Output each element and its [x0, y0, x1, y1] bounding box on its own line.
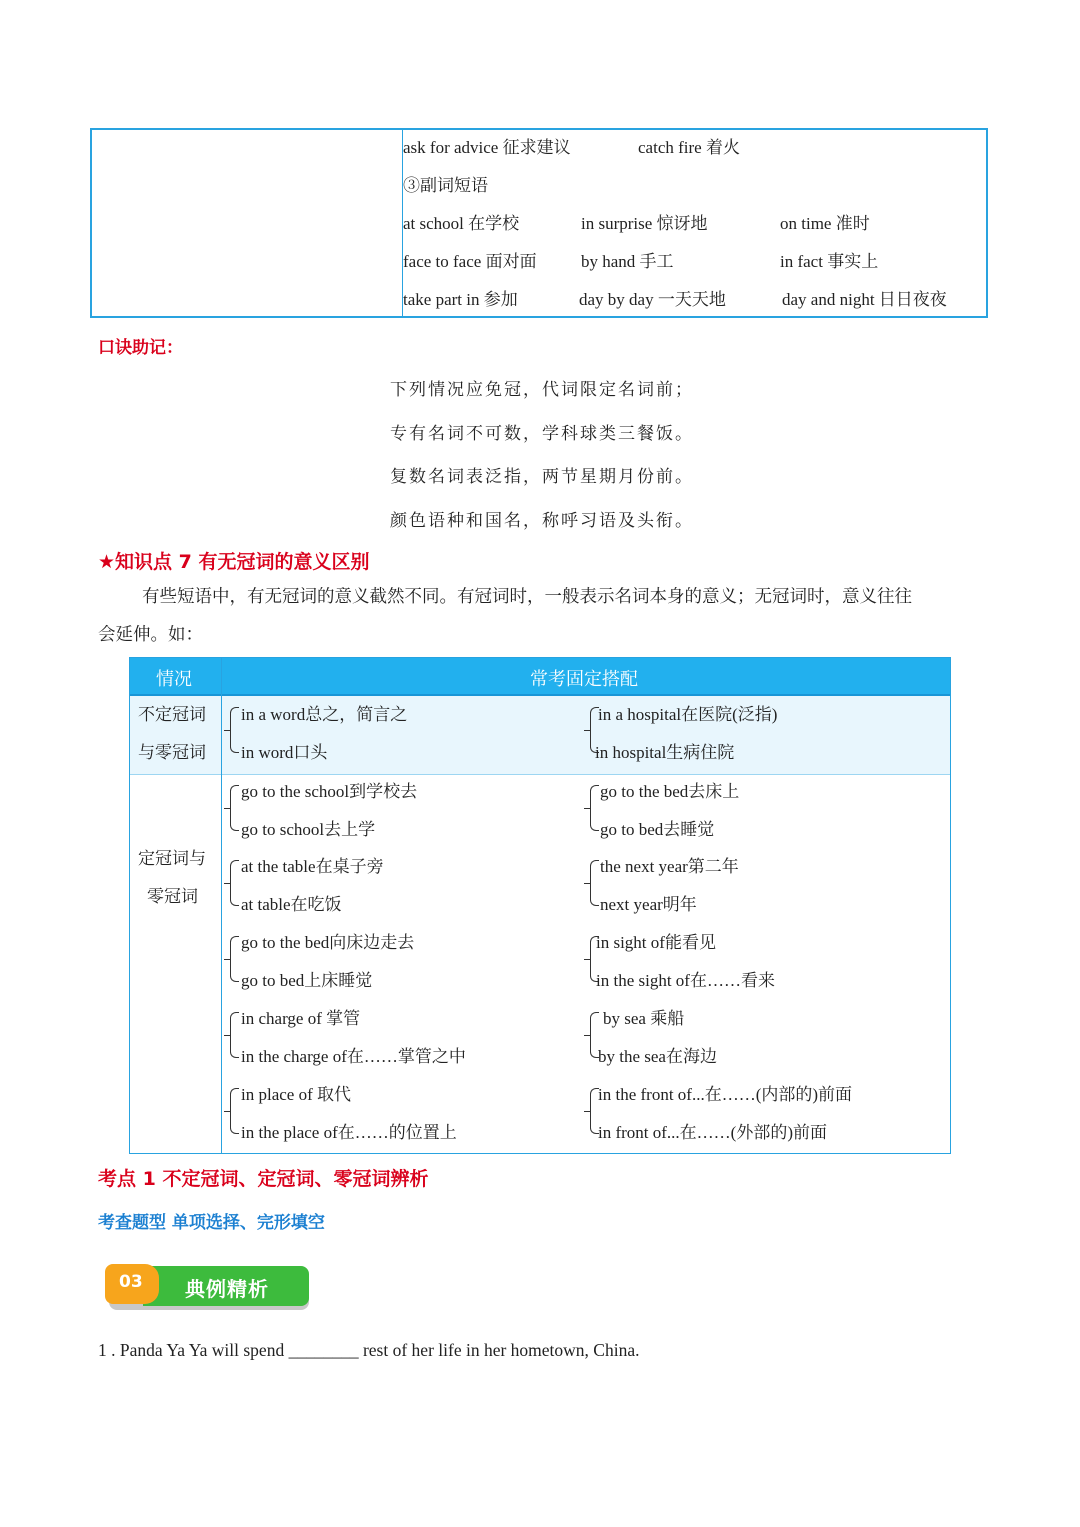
header-situation: 情况: [156, 669, 192, 690]
collocation: in front of...在……(外部的)前面: [598, 1123, 828, 1142]
collocation: go to the bed向床边走去: [241, 933, 415, 952]
badge-number: 03: [119, 1272, 143, 1292]
collocation: by the sea在海边: [598, 1047, 717, 1066]
collocation: in the place of在……的位置上: [241, 1123, 457, 1142]
collocation: go to the school到学校去: [241, 782, 418, 801]
brace-icon: [230, 785, 239, 831]
paragraph-line: 会延伸。如：: [98, 624, 203, 644]
collocation: go to school去上学: [241, 820, 376, 839]
brace-icon: [590, 860, 599, 906]
mnemonic-line: 复数名词表泛指，两节星期月份前。: [390, 467, 694, 487]
badge-number-tab: [105, 1264, 159, 1304]
row-label: 不定冠词: [138, 705, 206, 724]
row-label: 零冠词: [147, 887, 198, 906]
collocation: at table在吃饭: [241, 895, 342, 914]
exam-type-subtitle: 考查题型 单项选择、完形填空: [98, 1213, 325, 1233]
row-label: 与零冠词: [138, 743, 206, 762]
phrase-cell: on time 准时: [780, 214, 870, 233]
brace-icon: [230, 860, 239, 906]
collocation: in a word总之，简言之: [241, 705, 408, 724]
phrase-cell: day and night 日日夜夜: [782, 290, 947, 309]
question-1: [98, 1340, 639, 1361]
collocation: in a hospital在医院(泛指): [598, 705, 778, 724]
row-label: 定冠词与: [138, 849, 206, 868]
collocation: in the sight of在……看来: [596, 971, 775, 990]
article-table: [129, 657, 951, 1154]
collocation: in word口头: [241, 743, 328, 762]
collocation: at the table在桌子旁: [241, 857, 384, 876]
phrase-cell: in surprise 惊讶地: [581, 214, 708, 233]
collocation: in charge of 掌管: [241, 1009, 361, 1028]
phrase-cell: face to face 面对面: [403, 252, 537, 271]
phrase-cell: day by day 一天天地: [579, 290, 726, 309]
phrase-cell: in fact 事实上: [780, 252, 879, 271]
question-suffix: rest of her life in her hometown, China.: [358, 1340, 640, 1360]
mnemonic-line: 专有名词不可数，学科球类三餐饭。: [390, 424, 694, 444]
collocation: go to bed去睡觉: [600, 820, 715, 839]
collocation: go to the bed去床上: [600, 782, 740, 801]
header-collocations: 常考固定搭配: [530, 669, 638, 690]
collocation: in hospital生病住院: [595, 743, 735, 762]
brace-icon: [590, 785, 599, 831]
section-badge: [105, 1264, 310, 1310]
question-prefix: 1 . Panda Ya Ya will spend: [98, 1340, 285, 1360]
phrase-cell: at school 在学校: [403, 214, 520, 233]
table-header: [130, 658, 950, 696]
brace-icon: [230, 936, 239, 982]
exam-point-title: 考点 1 不定冠词、定冠词、零冠词辨析: [98, 1168, 429, 1190]
brace-icon: [230, 707, 239, 753]
phrase-cell: ask for advice 征求建议: [403, 138, 571, 157]
mnemonic-label: 口诀助记：: [98, 338, 183, 358]
collocation: next year明年: [600, 895, 697, 914]
brace-icon: [230, 1012, 239, 1058]
mnemonic-line: 下列情况应免冠，代词限定名词前；: [390, 380, 694, 400]
badge-title: 典例精析: [185, 1277, 269, 1301]
phrase-cell: take part in 参加: [403, 290, 518, 309]
phrase-subheading: ③副词短语: [403, 176, 488, 195]
collocation: go to bed上床睡觉: [241, 971, 373, 990]
table-divider: [221, 658, 222, 1153]
paragraph-line: 有些短语中，有无冠词的意义截然不同。有冠词时，一般表示名词本身的意义；无冠词时，意义往往: [142, 586, 912, 606]
collocation: in place of 取代: [241, 1085, 351, 1104]
section-title: ★知识点 7 有无冠词的意义区别: [98, 551, 370, 573]
answer-blank[interactable]: ________: [288, 1340, 359, 1360]
collocation: in the charge of在……掌管之中: [241, 1047, 466, 1066]
collocation: the next year第二年: [600, 857, 739, 876]
phrase-cell: catch fire 着火: [638, 138, 740, 157]
collocation: by sea 乘船: [603, 1009, 685, 1028]
phrase-table: [90, 128, 988, 318]
collocation: in the front of...在……(内部的)前面: [598, 1085, 853, 1104]
collocation: in sight of能看见: [596, 933, 716, 952]
phrase-cell: by hand 手工: [581, 252, 674, 271]
mnemonic-line: 颜色语种和国名，称呼习语及头衔。: [390, 511, 694, 531]
brace-icon: [230, 1088, 239, 1134]
